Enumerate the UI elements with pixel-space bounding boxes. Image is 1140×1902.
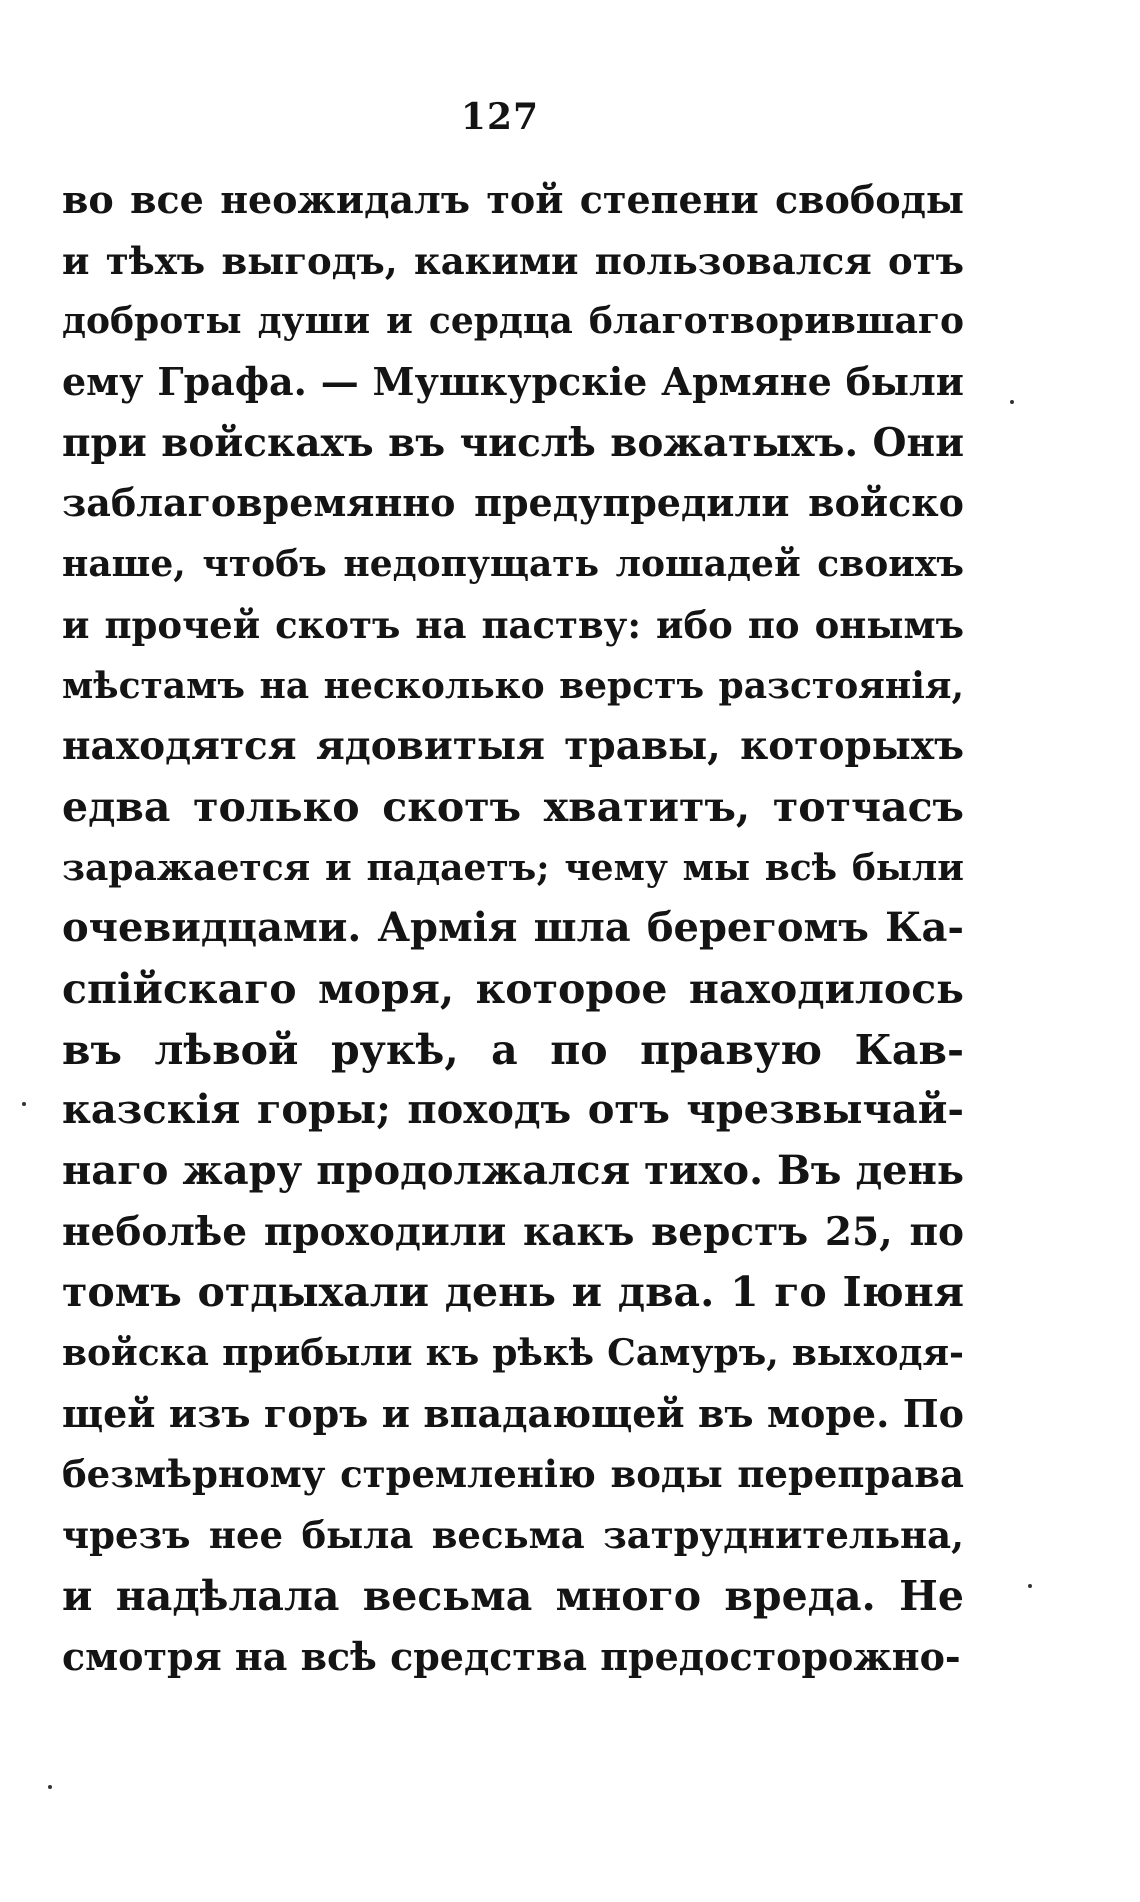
- page-text: [62, 170, 964, 1687]
- text-line: во все неожидалъ той степени свободы: [62, 177, 964, 222]
- page-number: 127: [460, 96, 540, 138]
- text-line: чрезъ нее была весьма затруднительна,: [62, 1513, 964, 1558]
- text-line: очевидцами. Армія шла берегомъ Ка-: [62, 904, 964, 952]
- text-line: неболѣе проходили какъ верстъ 25, по: [62, 1208, 964, 1255]
- text-line: войска прибыли къ рѣкѣ Самуръ, выходя-: [62, 1332, 964, 1375]
- print-speck: [1010, 400, 1014, 404]
- print-speck: [48, 1785, 52, 1789]
- print-speck: [1028, 1584, 1032, 1588]
- text-line: томъ отдыхали день и два. 1 го Іюня: [62, 1268, 964, 1317]
- text-line: спійскаго моря, которое находилось: [62, 964, 964, 1013]
- text-line: находятся ядовитыя травы, которыхъ: [62, 723, 964, 770]
- text-line: казскія горы; походъ отъ чрезвычай-: [62, 1086, 964, 1134]
- text-line: наго жару продолжался тихо. Въ день: [62, 1147, 964, 1194]
- text-line: безмѣрному стремленію воды переправа: [62, 1452, 964, 1497]
- text-line: наше, чтобъ недопущать лошадей своихъ: [62, 543, 964, 586]
- text-line: заблаговремянно предупредили войско: [62, 480, 964, 526]
- text-line: доброты души и сердца благотворившаго: [62, 300, 964, 343]
- text-line: въ лѣвой рукѣ, а по правую Кав-: [62, 1025, 964, 1074]
- text-line: и тѣхъ выгодъ, какими пользовался отъ: [62, 238, 964, 283]
- text-line: щей изъ горъ и впадающей въ море. По: [62, 1390, 964, 1436]
- text-line: и прочей скотъ на паству: ибо по онымъ: [62, 602, 964, 647]
- print-speck: [22, 1102, 26, 1106]
- text-line: мѣстамъ на несколько верстъ разстоянія,: [62, 664, 964, 707]
- text-line: ему Графа. — Мушкурскіе Армяне были: [62, 359, 964, 405]
- text-line: и надѣлала весьма много вреда. Не: [62, 1571, 964, 1620]
- text-line: заражается и падаетъ; чему мы всѣ были: [62, 846, 964, 889]
- text-line: при войскахъ въ числѣ вожатыхъ. Они: [62, 419, 964, 466]
- text-line: едва только скотъ хватитъ, тотчасъ: [62, 782, 964, 831]
- text-line: смотря на всѣ средства предосторожно-: [62, 1633, 961, 1679]
